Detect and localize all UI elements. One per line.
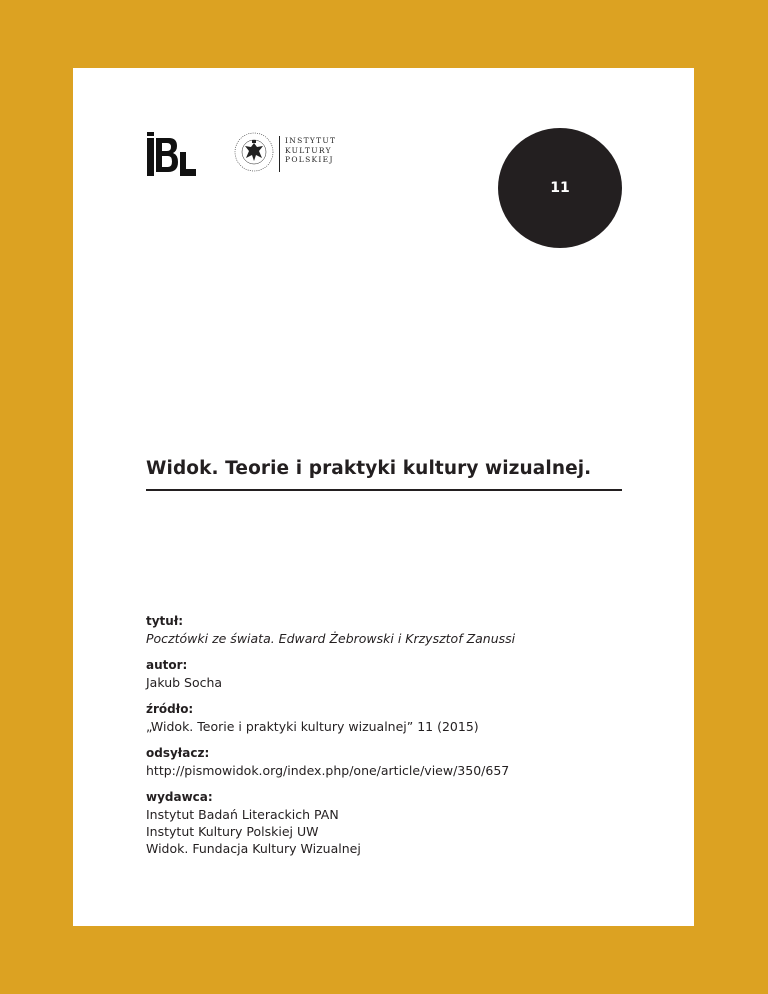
- ibl-logo-icon: [147, 132, 197, 176]
- author-name: Jakub Socha: [146, 675, 223, 690]
- meta-label: autor:: [146, 658, 188, 672]
- publisher-line: Instytut Badań Literackich PAN: [146, 807, 339, 822]
- meta-author: [146, 656, 686, 691]
- institute-logo: [233, 128, 337, 178]
- logo-divider: [279, 136, 280, 172]
- metadata-list: [146, 612, 686, 866]
- publisher-line: Instytut Kultury Polskiej UW: [146, 824, 319, 839]
- university-of-warsaw-seal-icon: [233, 128, 275, 178]
- meta-label: źródło:: [146, 702, 194, 716]
- meta-source: [146, 700, 686, 735]
- issue-number: 11: [550, 180, 570, 196]
- meta-title: [146, 612, 686, 647]
- article-link[interactable]: http://pismowidok.org/index.php/one/article/view/350/657: [146, 763, 510, 778]
- meta-label: tytuł:: [146, 614, 184, 628]
- journal-title: Widok. Teorie i praktyki kultury wizualnej.: [146, 458, 592, 479]
- source-value: „Widok. Teorie i praktyki kultury wizualnej” 11 (2015): [146, 719, 479, 734]
- institute-line: KULTURY: [285, 145, 332, 155]
- publisher-line: Widok. Fundacja Kultury Wizualnej: [146, 841, 361, 856]
- article-title: Pocztówki ze świata. Edward Żebrowski i Krzysztof Zanussi: [146, 631, 516, 646]
- meta-link: [146, 744, 686, 779]
- meta-publisher: [146, 788, 686, 857]
- institute-line: INSTYTUT: [285, 136, 337, 145]
- meta-label: wydawca:: [146, 790, 213, 804]
- meta-label: odsyłacz:: [146, 746, 210, 760]
- title-underline: [146, 489, 622, 491]
- institute-name: [285, 136, 336, 165]
- institute-line: POLSKIEJ: [285, 155, 334, 164]
- cover-page: [73, 68, 694, 926]
- issue-badge: [498, 128, 622, 248]
